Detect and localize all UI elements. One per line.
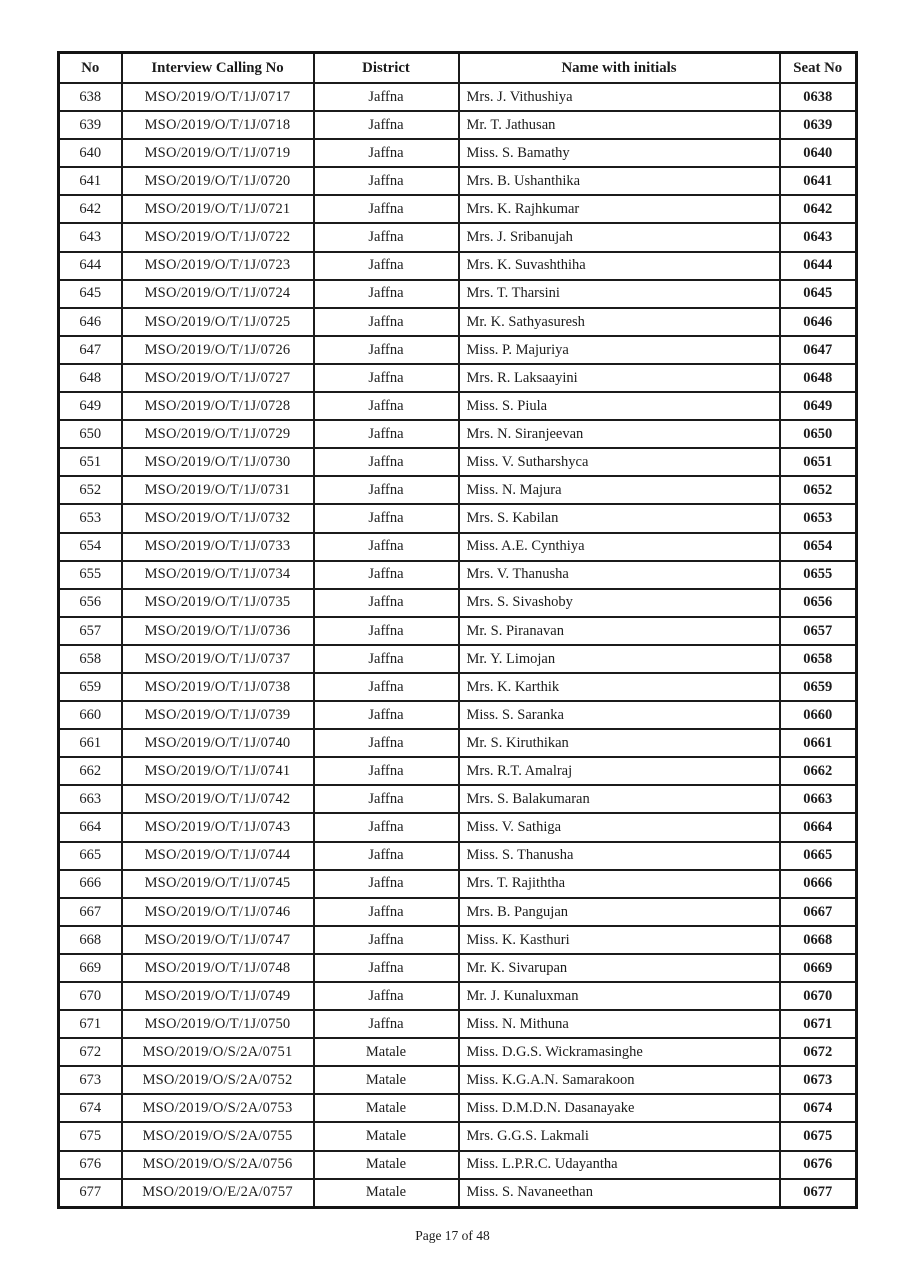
cell-interview-calling-no: MSO/2019/O/S/2A/0752 bbox=[122, 1066, 314, 1094]
table-row bbox=[59, 673, 857, 701]
table-row bbox=[59, 785, 857, 813]
cell-seat-no: 0638 bbox=[780, 83, 857, 111]
cell-seat-no: 0643 bbox=[780, 223, 857, 251]
cell-name-with-initials: Mrs. S. Sivashoby bbox=[459, 589, 780, 617]
cell-no: 649 bbox=[59, 392, 122, 420]
cell-seat-no: 0672 bbox=[780, 1038, 857, 1066]
cell-seat-no: 0676 bbox=[780, 1151, 857, 1179]
cell-name-with-initials: Mr. Y. Limojan bbox=[459, 645, 780, 673]
cell-name-with-initials: Mr. T. Jathusan bbox=[459, 111, 780, 139]
cell-name-with-initials: Miss. N. Majura bbox=[459, 476, 780, 504]
cell-interview-calling-no: MSO/2019/O/S/2A/0753 bbox=[122, 1094, 314, 1122]
cell-district: Jaffna bbox=[314, 785, 459, 813]
cell-district: Jaffna bbox=[314, 420, 459, 448]
cell-district: Matale bbox=[314, 1094, 459, 1122]
cell-district: Matale bbox=[314, 1066, 459, 1094]
cell-name-with-initials: Miss. S. Navaneethan bbox=[459, 1179, 780, 1208]
cell-seat-no: 0677 bbox=[780, 1179, 857, 1208]
cell-interview-calling-no: MSO/2019/O/S/2A/0751 bbox=[122, 1038, 314, 1066]
cell-no: 673 bbox=[59, 1066, 122, 1094]
table-row bbox=[59, 1151, 857, 1179]
cell-name-with-initials: Miss. N. Mithuna bbox=[459, 1010, 780, 1038]
cell-district: Jaffna bbox=[314, 673, 459, 701]
cell-seat-no: 0666 bbox=[780, 870, 857, 898]
cell-seat-no: 0655 bbox=[780, 561, 857, 589]
cell-seat-no: 0674 bbox=[780, 1094, 857, 1122]
cell-no: 644 bbox=[59, 252, 122, 280]
cell-no: 653 bbox=[59, 504, 122, 532]
table-row bbox=[59, 1122, 857, 1150]
cell-district: Jaffna bbox=[314, 252, 459, 280]
cell-district: Matale bbox=[314, 1151, 459, 1179]
cell-seat-no: 0665 bbox=[780, 842, 857, 870]
cell-district: Jaffna bbox=[314, 392, 459, 420]
table-row bbox=[59, 167, 857, 195]
cell-no: 647 bbox=[59, 336, 122, 364]
cell-district: Jaffna bbox=[314, 813, 459, 841]
cell-interview-calling-no: MSO/2019/O/T/1J/0749 bbox=[122, 982, 314, 1010]
cell-name-with-initials: Miss. S. Piula bbox=[459, 392, 780, 420]
cell-seat-no: 0647 bbox=[780, 336, 857, 364]
cell-interview-calling-no: MSO/2019/O/T/1J/0742 bbox=[122, 785, 314, 813]
cell-district: Jaffna bbox=[314, 954, 459, 982]
cell-no: 672 bbox=[59, 1038, 122, 1066]
cell-district: Jaffna bbox=[314, 195, 459, 223]
cell-name-with-initials: Mr. J. Kunaluxman bbox=[459, 982, 780, 1010]
cell-name-with-initials: Miss. S. Saranka bbox=[459, 701, 780, 729]
cell-no: 662 bbox=[59, 757, 122, 785]
table-row bbox=[59, 617, 857, 645]
cell-no: 665 bbox=[59, 842, 122, 870]
cell-name-with-initials: Mr. S. Kiruthikan bbox=[459, 729, 780, 757]
cell-district: Jaffna bbox=[314, 926, 459, 954]
cell-no: 669 bbox=[59, 954, 122, 982]
cell-interview-calling-no: MSO/2019/O/T/1J/0738 bbox=[122, 673, 314, 701]
cell-no: 650 bbox=[59, 420, 122, 448]
cell-no: 648 bbox=[59, 364, 122, 392]
cell-district: Jaffna bbox=[314, 280, 459, 308]
cell-seat-no: 0641 bbox=[780, 167, 857, 195]
cell-interview-calling-no: MSO/2019/O/T/1J/0737 bbox=[122, 645, 314, 673]
cell-name-with-initials: Mr. K. Sathyasuresh bbox=[459, 308, 780, 336]
cell-seat-no: 0653 bbox=[780, 504, 857, 532]
table-row bbox=[59, 898, 857, 926]
cell-seat-no: 0654 bbox=[780, 533, 857, 561]
table-row bbox=[59, 757, 857, 785]
cell-name-with-initials: Mrs. K. Karthik bbox=[459, 673, 780, 701]
cell-seat-no: 0648 bbox=[780, 364, 857, 392]
cell-name-with-initials: Mr. K. Sivarupan bbox=[459, 954, 780, 982]
table-row bbox=[59, 954, 857, 982]
cell-interview-calling-no: MSO/2019/O/T/1J/0748 bbox=[122, 954, 314, 982]
cell-no: 668 bbox=[59, 926, 122, 954]
cell-seat-no: 0639 bbox=[780, 111, 857, 139]
cell-no: 667 bbox=[59, 898, 122, 926]
cell-name-with-initials: Miss. A.E. Cynthiya bbox=[459, 533, 780, 561]
cell-district: Jaffna bbox=[314, 139, 459, 167]
cell-district: Jaffna bbox=[314, 111, 459, 139]
cell-interview-calling-no: MSO/2019/O/T/1J/0728 bbox=[122, 392, 314, 420]
table-row bbox=[59, 589, 857, 617]
cell-no: 641 bbox=[59, 167, 122, 195]
table-row bbox=[59, 504, 857, 532]
cell-interview-calling-no: MSO/2019/O/T/1J/0734 bbox=[122, 561, 314, 589]
cell-seat-no: 0673 bbox=[780, 1066, 857, 1094]
table-row bbox=[59, 1010, 857, 1038]
cell-no: 674 bbox=[59, 1094, 122, 1122]
cell-interview-calling-no: MSO/2019/O/T/1J/0745 bbox=[122, 870, 314, 898]
table-row bbox=[59, 336, 857, 364]
cell-district: Jaffna bbox=[314, 982, 459, 1010]
cell-seat-no: 0651 bbox=[780, 448, 857, 476]
cell-interview-calling-no: MSO/2019/O/T/1J/0724 bbox=[122, 280, 314, 308]
cell-district: Jaffna bbox=[314, 701, 459, 729]
cell-interview-calling-no: MSO/2019/O/T/1J/0740 bbox=[122, 729, 314, 757]
table-row bbox=[59, 926, 857, 954]
cell-district: Jaffna bbox=[314, 645, 459, 673]
cell-no: 664 bbox=[59, 813, 122, 841]
cell-name-with-initials: Mrs. J. Vithushiya bbox=[459, 83, 780, 111]
cell-no: 655 bbox=[59, 561, 122, 589]
cell-no: 676 bbox=[59, 1151, 122, 1179]
cell-interview-calling-no: MSO/2019/O/T/1J/0733 bbox=[122, 533, 314, 561]
cell-no: 675 bbox=[59, 1122, 122, 1150]
table-row bbox=[59, 645, 857, 673]
cell-interview-calling-no: MSO/2019/O/T/1J/0735 bbox=[122, 589, 314, 617]
cell-district: Jaffna bbox=[314, 308, 459, 336]
cell-district: Jaffna bbox=[314, 1010, 459, 1038]
cell-interview-calling-no: MSO/2019/O/T/1J/0726 bbox=[122, 336, 314, 364]
cell-no: 640 bbox=[59, 139, 122, 167]
cell-district: Jaffna bbox=[314, 561, 459, 589]
cell-district: Jaffna bbox=[314, 757, 459, 785]
cell-seat-no: 0645 bbox=[780, 280, 857, 308]
cell-no: 645 bbox=[59, 280, 122, 308]
cell-no: 656 bbox=[59, 589, 122, 617]
cell-no: 663 bbox=[59, 785, 122, 813]
cell-name-with-initials: Miss. P. Majuriya bbox=[459, 336, 780, 364]
cell-name-with-initials: Mrs. K. Rajhkumar bbox=[459, 195, 780, 223]
cell-no: 643 bbox=[59, 223, 122, 251]
cell-interview-calling-no: MSO/2019/O/T/1J/0717 bbox=[122, 83, 314, 111]
cell-seat-no: 0667 bbox=[780, 898, 857, 926]
cell-interview-calling-no: MSO/2019/O/E/2A/0757 bbox=[122, 1179, 314, 1208]
cell-district: Matale bbox=[314, 1179, 459, 1208]
cell-district: Jaffna bbox=[314, 842, 459, 870]
table-row bbox=[59, 111, 857, 139]
table-row bbox=[59, 729, 857, 757]
cell-interview-calling-no: MSO/2019/O/T/1J/0750 bbox=[122, 1010, 314, 1038]
table-row bbox=[59, 561, 857, 589]
cell-name-with-initials: Miss. V. Sathiga bbox=[459, 813, 780, 841]
cell-name-with-initials: Mrs. R. Laksaayini bbox=[459, 364, 780, 392]
cell-name-with-initials: Mrs. S. Balakumaran bbox=[459, 785, 780, 813]
table-row bbox=[59, 1038, 857, 1066]
table-row bbox=[59, 223, 857, 251]
cell-interview-calling-no: MSO/2019/O/T/1J/0723 bbox=[122, 252, 314, 280]
cell-name-with-initials: Mrs. G.G.S. Lakmali bbox=[459, 1122, 780, 1150]
cell-name-with-initials: Miss. D.G.S. Wickramasinghe bbox=[459, 1038, 780, 1066]
cell-seat-no: 0646 bbox=[780, 308, 857, 336]
table-body bbox=[59, 83, 857, 1207]
cell-name-with-initials: Miss. K. Kasthuri bbox=[459, 926, 780, 954]
cell-name-with-initials: Miss. D.M.D.N. Dasanayake bbox=[459, 1094, 780, 1122]
cell-no: 639 bbox=[59, 111, 122, 139]
cell-seat-no: 0657 bbox=[780, 617, 857, 645]
cell-interview-calling-no: MSO/2019/O/T/1J/0729 bbox=[122, 420, 314, 448]
cell-seat-no: 0650 bbox=[780, 420, 857, 448]
cell-name-with-initials: Miss. S. Bamathy bbox=[459, 139, 780, 167]
cell-seat-no: 0668 bbox=[780, 926, 857, 954]
col-header-name-with-initials: Name with initials bbox=[459, 53, 780, 84]
cell-interview-calling-no: MSO/2019/O/T/1J/0746 bbox=[122, 898, 314, 926]
cell-name-with-initials: Miss. K.G.A.N. Samarakoon bbox=[459, 1066, 780, 1094]
cell-name-with-initials: Mrs. V. Thanusha bbox=[459, 561, 780, 589]
cell-interview-calling-no: MSO/2019/O/S/2A/0756 bbox=[122, 1151, 314, 1179]
cell-interview-calling-no: MSO/2019/O/T/1J/0727 bbox=[122, 364, 314, 392]
cell-no: 651 bbox=[59, 448, 122, 476]
cell-seat-no: 0671 bbox=[780, 1010, 857, 1038]
cell-no: 671 bbox=[59, 1010, 122, 1038]
table-row bbox=[59, 195, 857, 223]
cell-interview-calling-no: MSO/2019/O/T/1J/0730 bbox=[122, 448, 314, 476]
col-header-district: District bbox=[314, 53, 459, 84]
col-header-interview-calling-no: Interview Calling No bbox=[122, 53, 314, 84]
cell-interview-calling-no: MSO/2019/O/T/1J/0720 bbox=[122, 167, 314, 195]
cell-interview-calling-no: MSO/2019/O/T/1J/0721 bbox=[122, 195, 314, 223]
cell-seat-no: 0652 bbox=[780, 476, 857, 504]
cell-interview-calling-no: MSO/2019/O/T/1J/0741 bbox=[122, 757, 314, 785]
cell-no: 642 bbox=[59, 195, 122, 223]
cell-no: 652 bbox=[59, 476, 122, 504]
cell-no: 657 bbox=[59, 617, 122, 645]
table-row bbox=[59, 533, 857, 561]
table-row bbox=[59, 420, 857, 448]
table-row bbox=[59, 448, 857, 476]
cell-district: Jaffna bbox=[314, 476, 459, 504]
cell-seat-no: 0662 bbox=[780, 757, 857, 785]
cell-name-with-initials: Miss. L.P.R.C. Udayantha bbox=[459, 1151, 780, 1179]
cell-interview-calling-no: MSO/2019/O/T/1J/0719 bbox=[122, 139, 314, 167]
cell-no: 658 bbox=[59, 645, 122, 673]
cell-seat-no: 0656 bbox=[780, 589, 857, 617]
cell-name-with-initials: Miss. V. Sutharshyca bbox=[459, 448, 780, 476]
cell-name-with-initials: Mrs. B. Pangujan bbox=[459, 898, 780, 926]
cell-district: Jaffna bbox=[314, 898, 459, 926]
cell-name-with-initials: Mrs. T. Rajiththa bbox=[459, 870, 780, 898]
cell-seat-no: 0670 bbox=[780, 982, 857, 1010]
cell-district: Jaffna bbox=[314, 364, 459, 392]
cell-name-with-initials: Mrs. S. Kabilan bbox=[459, 504, 780, 532]
cell-district: Jaffna bbox=[314, 870, 459, 898]
cell-name-with-initials: Mr. S. Piranavan bbox=[459, 617, 780, 645]
col-header-seat-no: Seat No bbox=[780, 53, 857, 84]
cell-interview-calling-no: MSO/2019/O/T/1J/0718 bbox=[122, 111, 314, 139]
cell-interview-calling-no: MSO/2019/O/T/1J/0722 bbox=[122, 223, 314, 251]
table-row bbox=[59, 813, 857, 841]
cell-seat-no: 0660 bbox=[780, 701, 857, 729]
cell-no: 660 bbox=[59, 701, 122, 729]
cell-district: Matale bbox=[314, 1122, 459, 1150]
cell-no: 638 bbox=[59, 83, 122, 111]
cell-name-with-initials: Mrs. K. Suvashthiha bbox=[459, 252, 780, 280]
cell-no: 654 bbox=[59, 533, 122, 561]
cell-name-with-initials: Mrs. B. Ushanthika bbox=[459, 167, 780, 195]
cell-seat-no: 0644 bbox=[780, 252, 857, 280]
cell-no: 661 bbox=[59, 729, 122, 757]
cell-name-with-initials: Mrs. R.T. Amalraj bbox=[459, 757, 780, 785]
cell-district: Jaffna bbox=[314, 167, 459, 195]
cell-interview-calling-no: MSO/2019/O/T/1J/0739 bbox=[122, 701, 314, 729]
table-row bbox=[59, 139, 857, 167]
table-row bbox=[59, 364, 857, 392]
cell-seat-no: 0663 bbox=[780, 785, 857, 813]
table-row bbox=[59, 280, 857, 308]
cell-no: 670 bbox=[59, 982, 122, 1010]
cell-seat-no: 0661 bbox=[780, 729, 857, 757]
table-row bbox=[59, 982, 857, 1010]
cell-district: Jaffna bbox=[314, 729, 459, 757]
cell-name-with-initials: Miss. S. Thanusha bbox=[459, 842, 780, 870]
cell-interview-calling-no: MSO/2019/O/T/1J/0736 bbox=[122, 617, 314, 645]
col-header-no: No bbox=[59, 53, 122, 84]
cell-seat-no: 0640 bbox=[780, 139, 857, 167]
table-row bbox=[59, 701, 857, 729]
table-row bbox=[59, 476, 857, 504]
cell-interview-calling-no: MSO/2019/O/S/2A/0755 bbox=[122, 1122, 314, 1150]
table-row bbox=[59, 83, 857, 111]
cell-seat-no: 0669 bbox=[780, 954, 857, 982]
cell-district: Jaffna bbox=[314, 336, 459, 364]
cell-district: Jaffna bbox=[314, 83, 459, 111]
table-row bbox=[59, 308, 857, 336]
cell-district: Jaffna bbox=[314, 589, 459, 617]
cell-district: Jaffna bbox=[314, 223, 459, 251]
cell-interview-calling-no: MSO/2019/O/T/1J/0747 bbox=[122, 926, 314, 954]
seating-roster-table bbox=[57, 51, 858, 1209]
cell-district: Jaffna bbox=[314, 617, 459, 645]
table-header-row bbox=[59, 53, 857, 84]
cell-seat-no: 0659 bbox=[780, 673, 857, 701]
cell-no: 646 bbox=[59, 308, 122, 336]
cell-no: 666 bbox=[59, 870, 122, 898]
table-row bbox=[59, 1094, 857, 1122]
cell-seat-no: 0664 bbox=[780, 813, 857, 841]
cell-seat-no: 0649 bbox=[780, 392, 857, 420]
table-row bbox=[59, 870, 857, 898]
cell-seat-no: 0658 bbox=[780, 645, 857, 673]
table-row bbox=[59, 1179, 857, 1208]
table-row bbox=[59, 392, 857, 420]
table-row bbox=[59, 842, 857, 870]
cell-district: Jaffna bbox=[314, 533, 459, 561]
cell-seat-no: 0675 bbox=[780, 1122, 857, 1150]
cell-interview-calling-no: MSO/2019/O/T/1J/0725 bbox=[122, 308, 314, 336]
page-number: Page 17 of 48 bbox=[415, 1228, 490, 1243]
cell-district: Matale bbox=[314, 1038, 459, 1066]
cell-seat-no: 0642 bbox=[780, 195, 857, 223]
cell-district: Jaffna bbox=[314, 504, 459, 532]
cell-name-with-initials: Mrs. T. Tharsini bbox=[459, 280, 780, 308]
cell-interview-calling-no: MSO/2019/O/T/1J/0743 bbox=[122, 813, 314, 841]
cell-no: 659 bbox=[59, 673, 122, 701]
cell-no: 677 bbox=[59, 1179, 122, 1208]
cell-name-with-initials: Mrs. N. Siranjeevan bbox=[459, 420, 780, 448]
cell-interview-calling-no: MSO/2019/O/T/1J/0732 bbox=[122, 504, 314, 532]
cell-district: Jaffna bbox=[314, 448, 459, 476]
cell-name-with-initials: Mrs. J. Sribanujah bbox=[459, 223, 780, 251]
cell-interview-calling-no: MSO/2019/O/T/1J/0744 bbox=[122, 842, 314, 870]
table-row bbox=[59, 252, 857, 280]
table-row bbox=[59, 1066, 857, 1094]
cell-interview-calling-no: MSO/2019/O/T/1J/0731 bbox=[122, 476, 314, 504]
